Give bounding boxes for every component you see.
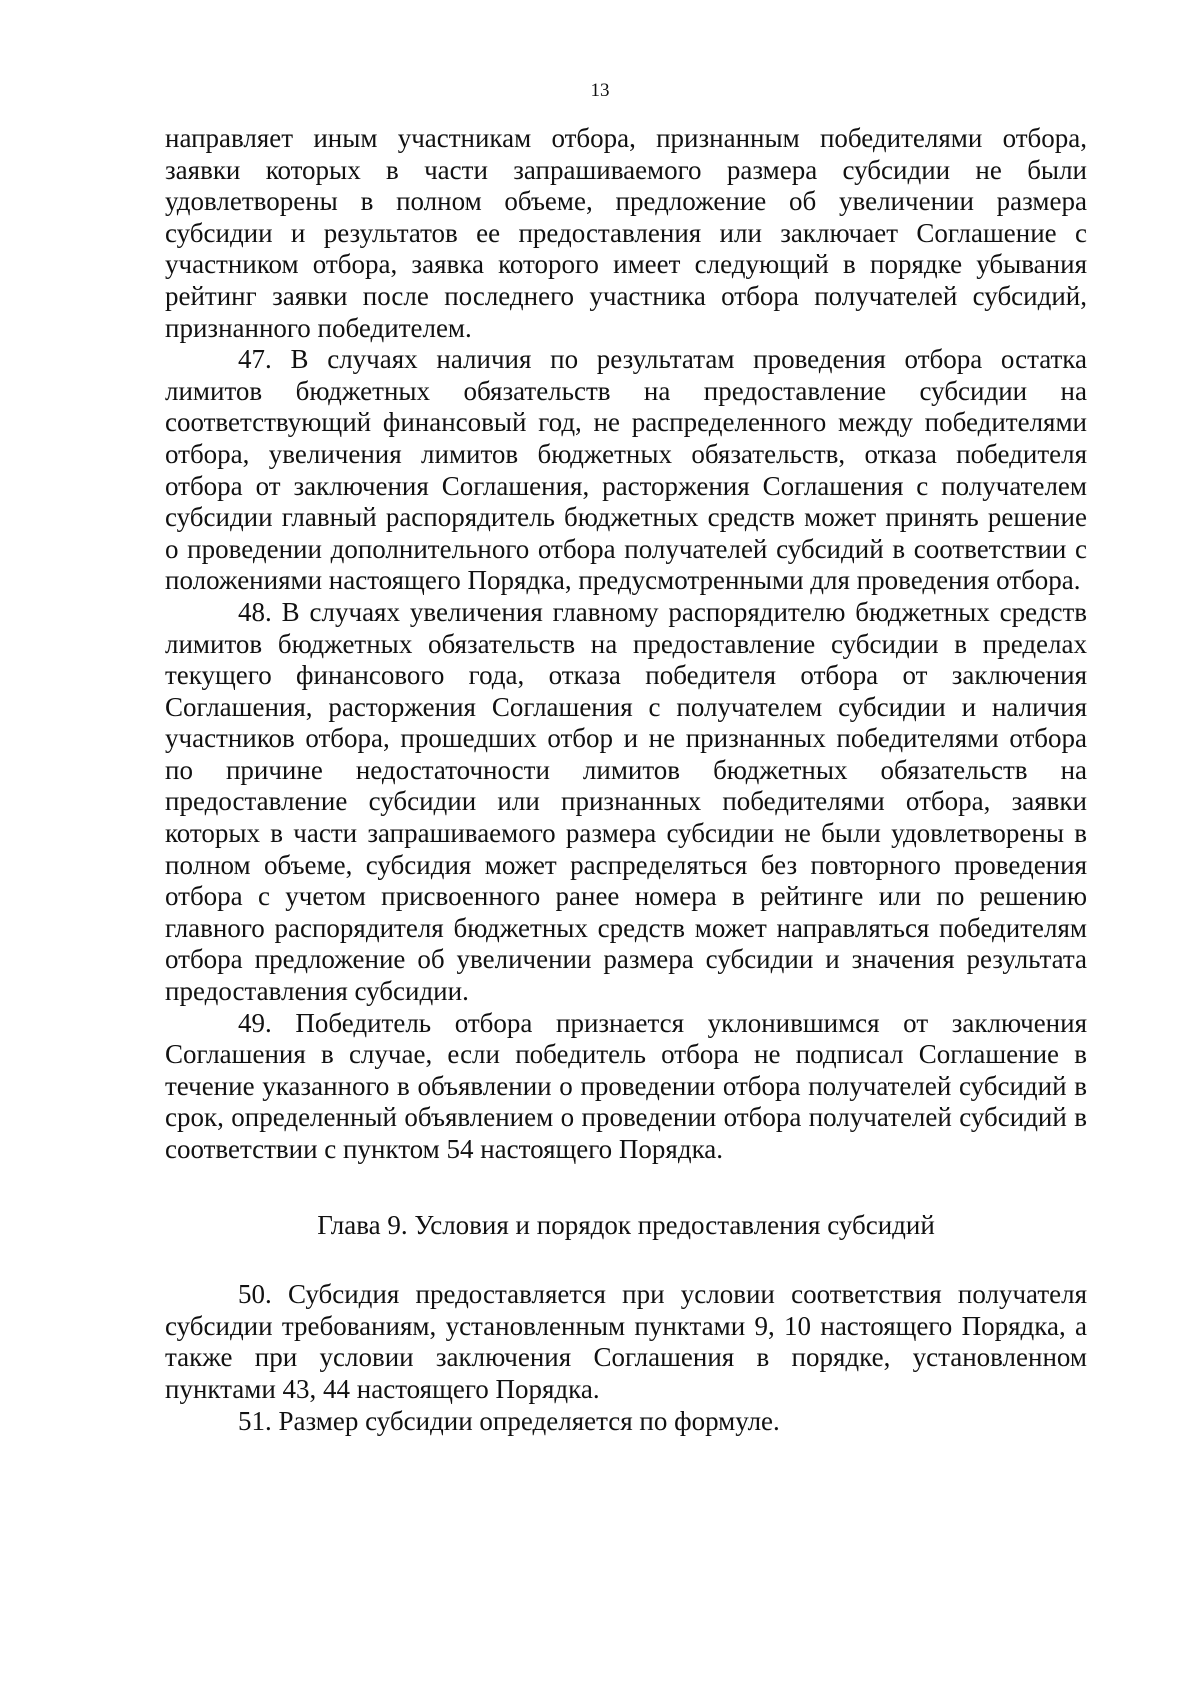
paragraph-47: 47. В случаях наличия по результатам проведения отбора остатка лимитов бюджетных обязательств на предоставление субсидии на соответствующий финансовый год, не распределенного между победителями отбора, увеличения лимитов бюджетных обязательств, отказа победителя отбора от заключения Соглашения, расторжения Соглашения с получателем субсидии главный распорядитель бюджетных средств может принять решение о проведении дополнительного отбора получателей субсидий в соответствии с положениями настоящего Порядка, предусмотренными для проведения отбора. — [165, 344, 1087, 596]
paragraph-51: 51. Размер субсидии определяется по формуле. — [238, 1405, 780, 1436]
chapter-heading: Глава 9. Условия и порядок предоставления субсидий — [317, 1209, 935, 1240]
paragraph-49: 49. Победитель отбора признается уклонившимся от заключения Соглашения в случае, если победитель отбора не подписал Соглашение в течение указанного в объявлении о проведении отбора получателей субсидий в срок, определенный объявлением о проведении отбора получателей субсидий в соответствии с пунктом 54 настоящего Порядка. — [165, 1007, 1087, 1164]
paragraph-48: 48. В случаях увеличения главному распорядителю бюджетных средств лимитов бюджетных обязательств на предоставление субсидии в пределах текущего финансового года, отказа победителя отбора от заключения Соглашения, расторжения Соглашения с получателем субсидии и наличия участников отбора, прошедших отбор и не признанных победителями отбора по причине недостаточности лимитов бюджетных обязательств на предоставление субсидии или признанных победителями отбора, заявки которых в части запрашиваемого размера субсидии не были удовлетворены в полном объеме, субсидия может распределяться без повторного проведения отбора с учетом присвоенного ранее номера в рейтинге или по решению главного распорядителя бюджетных средств может направляться победителям отбора предложение об увеличении размера субсидии и значения результата предоставления субсидии. — [165, 596, 1087, 1007]
document-body — [165, 123, 1087, 1437]
paragraph-continuation: направляет иным участникам отбора, признанным победителями отбора, заявки которых в части запрашиваемого размера субсидии не были удовлетворены в полном объеме, предложение об увеличении размера субсидии и результатов ее предоставления или заключает Соглашение с участником отбора, заявка которого имеет следующий в порядке убывания рейтинг заявки после последнего участника отбора получателей субсидий, признанного победителем. — [165, 123, 1087, 343]
paragraph-50: 50. Субсидия предоставляется при условии соответствия получателя субсидии требованиям, установленным пунктами 9, 10 настоящего Порядка, а также при условии заключения Соглашения в порядке, установленном пунктами 43, 44 настоящего Порядка. — [165, 1279, 1087, 1404]
page-number: 13 — [590, 80, 610, 101]
